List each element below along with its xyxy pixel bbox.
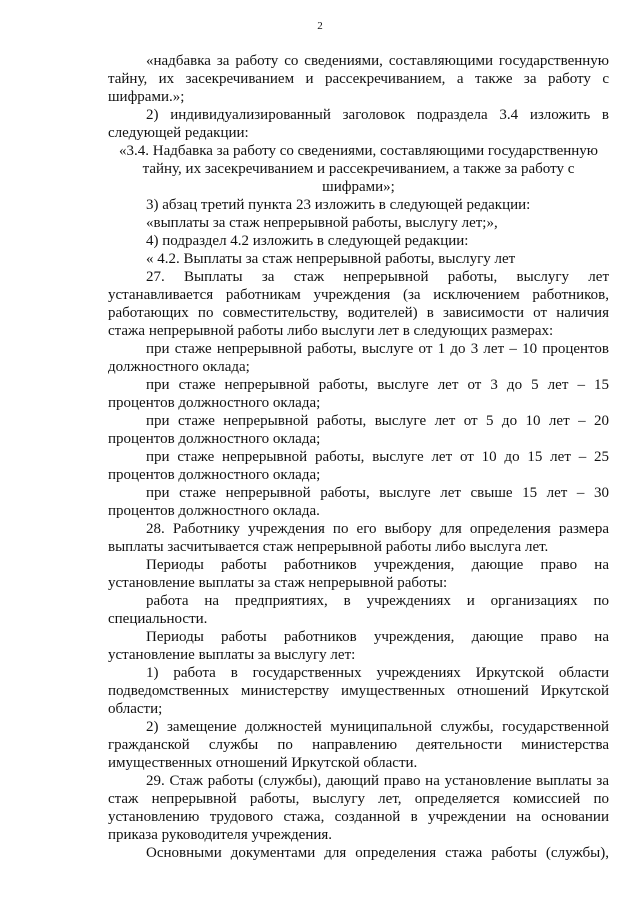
paragraph: 27. Выплаты за стаж непрерывной работы, выслугу лет устанавливается работникам учреждения (за исключением работников, работающих по совместительству, водителей) в зависимости от наличия стажа непрерывной работы либо выслуги лет в следующих размерах:	[108, 269, 609, 339]
list-item: при стаже непрерывной работы, выслуге от 1 до 3 лет – 10 процентов должностного оклада;	[108, 341, 609, 375]
list-item: при стаже непрерывной работы, выслуге лет от 3 до 5 лет – 15 процентов должностного оклада;	[108, 377, 609, 411]
paragraph: «выплаты за стаж непрерывной работы, выслугу лет;»,	[146, 215, 498, 231]
paragraph: «надбавка за работу со сведениями, составляющими государственную тайну, их засекречиванием и рассекречиванием, а также за работу с шифрами.»;	[108, 53, 609, 105]
list-item: при стаже непрерывной работы, выслуге лет свыше 15 лет – 30 процентов должностного оклада.	[108, 485, 609, 519]
subsection-heading: «3.4. Надбавка за работу со сведениями, составляющими государственную тайну, их засекречиванием и рассекречиванием, а также за работу с шифрами»;	[118, 143, 599, 195]
list-item: работа на предприятиях, в учреждениях и организациях по специальности.	[108, 593, 609, 627]
paragraph: Периоды работы работников учреждения, дающие право на установление выплаты за выслугу лет:	[108, 629, 609, 663]
page-number: 2	[317, 20, 323, 32]
paragraph: 3) абзац третий пункта 23 изложить в следующей редакции:	[146, 197, 531, 213]
paragraph: Основными документами для определения стажа работы (службы),	[146, 845, 609, 861]
document-body	[108, 52, 609, 862]
paragraph: Периоды работы работников учреждения, дающие право на установление выплаты за стаж непрерывной работы:	[108, 557, 609, 591]
list-item: 1) работа в государственных учреждениях Иркутской области подведомственных министерству имущественных отношений Иркутской области;	[108, 665, 609, 717]
subsection-heading: « 4.2. Выплаты за стаж непрерывной работы, выслугу лет	[146, 251, 516, 267]
list-item: при стаже непрерывной работы, выслуге лет от 10 до 15 лет – 25 процентов должностного оклада;	[108, 449, 609, 483]
list-item: при стаже непрерывной работы, выслуге лет от 5 до 10 лет – 20 процентов должностного оклада;	[108, 413, 609, 447]
paragraph: 28. Работнику учреждения по его выбору для определения размера выплаты засчитывается стаж непрерывной работы либо выслуга лет.	[108, 521, 609, 555]
paragraph: 29. Стаж работы (службы), дающий право на установление выплаты за стаж непрерывной работы, выслугу лет, определяется комиссией по установлению трудового стажа, созданной в учреждении на основании приказа руководителя учреждения.	[108, 773, 609, 843]
paragraph: 2) индивидуализированный заголовок подраздела 3.4 изложить в следующей редакции:	[108, 107, 609, 141]
list-item: 2) замещение должностей муниципальной службы, государственной гражданской службы по направлению деятельности министерства имущественных отношений Иркутской области.	[108, 719, 609, 771]
paragraph: 4) подраздел 4.2 изложить в следующей редакции:	[146, 233, 469, 249]
